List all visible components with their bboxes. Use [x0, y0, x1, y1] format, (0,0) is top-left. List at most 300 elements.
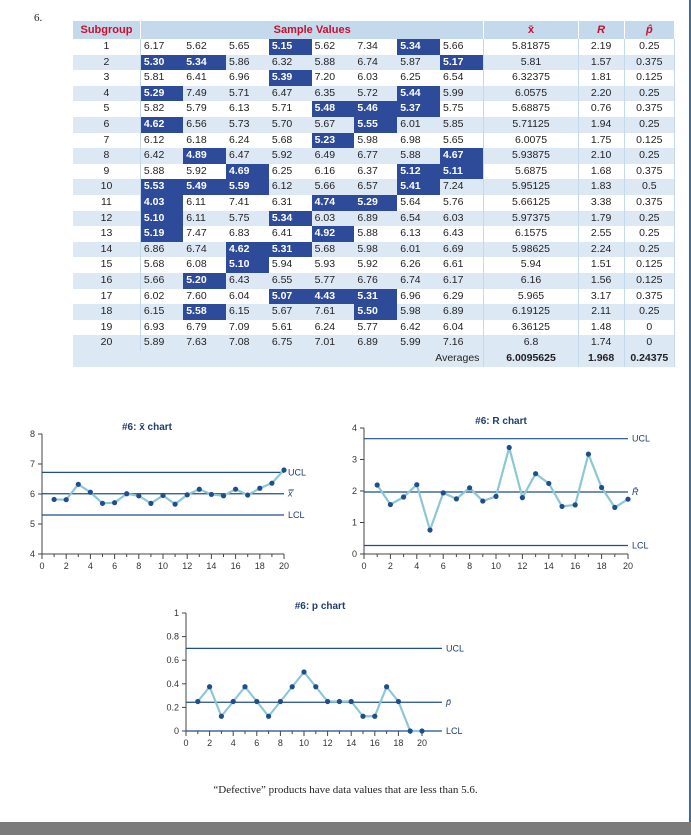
sample-value-cell: 6.04: [440, 320, 484, 336]
sample-value-cell: 7.63: [183, 335, 226, 351]
defective-value-cell: 5.31: [354, 289, 397, 305]
sample-value-cell: 5.71: [269, 101, 312, 117]
xbar-cell: 5.93875: [484, 148, 578, 164]
x-tick-label: 6: [254, 738, 260, 748]
x-tick-label: 2: [387, 561, 393, 571]
xbar-cell: 6.1575: [484, 226, 578, 242]
r-cell: 1.75: [578, 133, 624, 149]
sample-value-cell: 7.01: [312, 335, 355, 351]
sample-value-cell: 7.61: [312, 304, 355, 320]
sample-value-cell: 5.88: [397, 148, 440, 164]
sample-value-cell: 6.89: [354, 211, 397, 227]
defective-value-cell: 4.62: [140, 117, 183, 133]
data-point: [269, 481, 274, 486]
sample-value-cell: 6.18: [183, 133, 226, 149]
xbar-cell: 5.965: [484, 289, 578, 305]
table-row: [73, 179, 675, 195]
chart-title: #6: x̄ chart: [121, 422, 173, 433]
sample-value-cell: 6.57: [354, 179, 397, 195]
r-cell: 2.10: [578, 148, 624, 164]
defective-value-cell: 5.31: [269, 242, 312, 258]
sample-value-cell: 5.62: [183, 39, 226, 55]
xbar-cell: 6.36125: [484, 320, 578, 336]
sample-value-cell: 5.98: [354, 133, 397, 149]
sample-value-cell: 6.47: [269, 86, 312, 102]
table-row: [73, 226, 675, 242]
sample-value-cell: 6.16: [312, 164, 355, 180]
p-chart: [160, 592, 490, 774]
data-point: [625, 497, 630, 502]
subgroup-cell: 12: [73, 211, 140, 227]
r-cell: 1.68: [578, 164, 624, 180]
x-tick-label: 10: [157, 561, 169, 571]
data-point: [76, 482, 81, 487]
sample-value-cell: 6.55: [269, 273, 312, 289]
data-point: [313, 684, 318, 689]
defective-value-cell: 5.55: [354, 117, 397, 133]
xbar-cell: 5.68875: [484, 101, 578, 117]
x-tick-label: 16: [230, 561, 241, 571]
y-tick-label: 4: [29, 549, 35, 559]
sample-value-cell: 6.74: [354, 55, 397, 71]
p-cell: 0.25: [624, 242, 674, 258]
sample-value-cell: 5.75: [226, 211, 269, 227]
average-p: 0.24375: [624, 351, 674, 367]
sample-value-cell: 7.16: [440, 335, 484, 351]
sample-value-cell: 6.24: [226, 133, 269, 149]
defective-value-cell: 5.11: [440, 164, 484, 180]
data-point: [254, 699, 259, 704]
table-row: [73, 55, 675, 71]
sample-value-cell: 6.42: [140, 148, 183, 164]
sample-value-cell: 6.11: [183, 195, 226, 211]
defective-value-cell: 5.23: [312, 133, 355, 149]
xbar-cell: 5.81875: [484, 39, 578, 55]
sample-value-cell: 6.29: [440, 289, 484, 305]
data-point: [599, 485, 604, 490]
y-tick-label: 1: [351, 517, 357, 528]
table-row: [73, 70, 675, 86]
r-cell: 3.38: [578, 195, 624, 211]
y-tick-label: 2: [351, 486, 357, 496]
r-cell: 1.57: [578, 55, 624, 71]
sample-value-cell: 6.98: [397, 133, 440, 149]
y-tick-label: 0.4: [166, 678, 179, 689]
p-cell: 0.375: [624, 164, 674, 180]
x-tick-label: 6: [112, 561, 118, 571]
sample-value-cell: 6.25: [397, 70, 440, 86]
p-cell: 0.125: [624, 273, 674, 289]
data-point: [372, 714, 377, 719]
control-line-label: R̄: [632, 487, 639, 498]
series-line: [377, 448, 628, 531]
subgroup-cell: 1: [73, 39, 140, 55]
data-point: [427, 527, 432, 532]
table-row: [73, 304, 675, 320]
subgroup-cell: 11: [73, 195, 140, 211]
data-point: [396, 699, 401, 704]
table-row: [73, 211, 675, 227]
sample-value-cell: 5.67: [269, 304, 312, 320]
sample-value-cell: 5.93: [312, 257, 355, 273]
sample-value-cell: 7.09: [226, 320, 269, 336]
xbar-chart: [22, 412, 318, 590]
sample-value-cell: 6.69: [440, 242, 484, 258]
sample-value-cell: 6.02: [140, 289, 183, 305]
xbar-cell: 5.81: [484, 55, 578, 71]
defective-value-cell: 4.03: [140, 195, 183, 211]
control-line-label: UCL: [288, 467, 307, 478]
table-row: [73, 335, 675, 351]
defective-value-cell: 5.19: [140, 226, 183, 242]
sample-value-cell: 6.79: [183, 320, 226, 336]
sample-value-cell: 6.43: [226, 273, 269, 289]
control-line-label: p̄: [446, 697, 452, 708]
xbar-cell: 6.32375: [484, 70, 578, 86]
y-tick-label: 0.8: [166, 631, 179, 642]
sample-value-cell: 6.32: [269, 55, 312, 71]
x-tick-label: 18: [254, 561, 265, 571]
p-cell: 0.25: [624, 211, 674, 227]
header-p: p̂: [624, 21, 674, 39]
sample-value-cell: 6.93: [140, 320, 183, 336]
data-point: [454, 496, 459, 501]
data-point: [112, 500, 117, 505]
x-tick-label: 4: [87, 561, 93, 571]
table-row: [73, 257, 675, 273]
defective-value-cell: 5.34: [397, 39, 440, 55]
averages-row: [73, 351, 675, 367]
x-tick-label: 16: [369, 738, 380, 748]
data-point: [281, 467, 286, 472]
xbar-cell: 5.94: [484, 257, 578, 273]
p-cell: 0: [624, 335, 674, 351]
sample-value-cell: 5.65: [440, 133, 484, 149]
subgroup-cell: 19: [73, 320, 140, 336]
x-tick-label: 4: [230, 738, 236, 748]
subgroup-cell: 18: [73, 304, 140, 320]
r-cell: 0.76: [578, 101, 624, 117]
sample-value-cell: 5.87: [397, 55, 440, 71]
sample-value-cell: 5.92: [183, 164, 226, 180]
p-cell: 0.375: [624, 195, 674, 211]
y-tick-label: 5: [29, 519, 35, 529]
p-cell: 0.25: [624, 86, 674, 102]
sample-value-cell: 6.26: [397, 257, 440, 273]
p-cell: 0.5: [624, 179, 674, 195]
data-point: [388, 502, 393, 507]
data-point: [266, 714, 271, 719]
data-point: [349, 699, 354, 704]
x-tick-label: 14: [346, 738, 357, 748]
data-point: [360, 714, 365, 719]
average-xbar: 6.0095625: [484, 351, 578, 367]
sample-value-cell: 5.75: [440, 101, 484, 117]
r-cell: 1.74: [578, 335, 624, 351]
defective-value-cell: 5.34: [183, 55, 226, 71]
sample-value-cell: 6.76: [354, 273, 397, 289]
y-tick-label: 7: [29, 459, 35, 469]
xbar-cell: 5.98625: [484, 242, 578, 258]
subgroup-cell: 6: [73, 117, 140, 133]
sample-value-cell: 5.68: [269, 133, 312, 149]
p-cell: 0.25: [624, 39, 674, 55]
sample-value-cell: 6.03: [440, 211, 484, 227]
sample-value-cell: 5.92: [354, 257, 397, 273]
sample-value-cell: 6.12: [140, 133, 183, 149]
sample-value-cell: 6.77: [354, 148, 397, 164]
r-cell: 1.81: [578, 70, 624, 86]
x-tick-label: 10: [298, 738, 310, 748]
data-point: [124, 491, 129, 496]
data-point: [209, 492, 214, 497]
sample-value-cell: 5.76: [440, 195, 484, 211]
sample-value-cell: 6.47: [226, 148, 269, 164]
r-cell: 1.56: [578, 273, 624, 289]
defective-value-cell: 5.12: [397, 164, 440, 180]
sample-value-cell: 6.41: [183, 70, 226, 86]
header-sample-values: Sample Values: [140, 21, 484, 39]
data-point: [419, 728, 424, 733]
defective-value-cell: 4.69: [226, 164, 269, 180]
table-row: [73, 195, 675, 211]
r-cell: 1.51: [578, 257, 624, 273]
defective-value-cell: 5.34: [269, 211, 312, 227]
data-point: [221, 493, 226, 498]
table-row: [73, 273, 675, 289]
data-point: [197, 487, 202, 492]
sample-value-cell: 5.79: [183, 101, 226, 117]
sample-value-cell: 5.85: [440, 117, 484, 133]
data-point: [64, 497, 69, 502]
sample-value-cell: 6.74: [397, 273, 440, 289]
sample-value-cell: 6.13: [397, 226, 440, 242]
defective-value-cell: 5.20: [183, 273, 226, 289]
r-cell: 2.55: [578, 226, 624, 242]
control-line-label: UCL: [632, 433, 651, 444]
xbar-cell: 5.71125: [484, 117, 578, 133]
defective-value-cell: 5.58: [183, 304, 226, 320]
sample-value-cell: 6.86: [140, 242, 183, 258]
y-tick-label: 6: [29, 489, 35, 499]
defective-value-cell: 5.30: [140, 55, 183, 71]
sample-value-cell: 6.37: [354, 164, 397, 180]
subgroup-cell: 5: [73, 101, 140, 117]
defective-value-cell: 5.07: [269, 289, 312, 305]
header-r: R: [578, 21, 624, 39]
defective-value-cell: 5.37: [397, 101, 440, 117]
sample-value-cell: 6.13: [226, 101, 269, 117]
data-point: [148, 501, 153, 506]
table-row: [73, 86, 675, 102]
defective-value-cell: 5.44: [397, 86, 440, 102]
defective-value-cell: 5.39: [269, 70, 312, 86]
xbar-cell: 6.0075: [484, 133, 578, 149]
data-point: [586, 452, 591, 457]
data-point: [408, 728, 413, 733]
data-point: [242, 684, 247, 689]
header-xbar: x̄: [484, 21, 578, 39]
p-cell: 0: [624, 320, 674, 336]
p-cell: 0.25: [624, 148, 674, 164]
data-point: [100, 501, 105, 506]
sample-value-cell: 6.61: [440, 257, 484, 273]
subgroup-cell: 9: [73, 164, 140, 180]
sample-value-cell: 7.47: [183, 226, 226, 242]
sample-value-cell: 6.25: [269, 164, 312, 180]
chart-title: #6: R chart: [475, 416, 527, 427]
sample-value-cell: 6.03: [354, 70, 397, 86]
sample-value-cell: 6.24: [312, 320, 355, 336]
defective-value-cell: 5.48: [312, 101, 355, 117]
defective-value-cell: 5.59: [226, 179, 269, 195]
sample-value-cell: 5.92: [269, 148, 312, 164]
p-cell: 0.375: [624, 101, 674, 117]
x-tick-label: 8: [467, 561, 473, 571]
data-point: [375, 482, 380, 487]
p-cell: 0.125: [624, 133, 674, 149]
series-line: [54, 470, 284, 504]
subgroup-cell: 3: [73, 70, 140, 86]
p-cell: 0.25: [624, 226, 674, 242]
sample-value-cell: 5.81: [140, 70, 183, 86]
data-point: [467, 485, 472, 490]
x-tick-label: 20: [622, 561, 634, 571]
x-tick-label: 20: [416, 738, 428, 748]
bottom-bar: [0, 822, 691, 835]
x-tick-label: 6: [440, 561, 446, 571]
sample-value-cell: 6.17: [140, 39, 183, 55]
sample-value-cell: 6.75: [269, 335, 312, 351]
data-point: [207, 684, 212, 689]
defective-value-cell: 4.74: [312, 195, 355, 211]
data-point: [559, 504, 564, 509]
p-cell: 0.25: [624, 117, 674, 133]
sample-value-cell: 7.34: [354, 39, 397, 55]
sample-value-cell: 5.73: [226, 117, 269, 133]
r-cell: 1.79: [578, 211, 624, 227]
x-tick-label: 2: [63, 561, 69, 571]
y-tick-label: 1: [173, 608, 179, 618]
subgroup-cell: 7: [73, 133, 140, 149]
table-row: [73, 133, 675, 149]
defective-value-cell: 4.43: [312, 289, 355, 305]
p-cell: 0.25: [624, 304, 674, 320]
footnote: “Defective” products have data values that are less than 5.6.: [213, 784, 478, 796]
sample-value-cell: 6.31: [269, 195, 312, 211]
sample-value-cell: 5.98: [354, 242, 397, 258]
sample-value-cell: 7.24: [440, 179, 484, 195]
defective-value-cell: 5.15: [269, 39, 312, 55]
data-point: [245, 492, 250, 497]
data-table: [73, 21, 675, 367]
sample-value-cell: 6.42: [397, 320, 440, 336]
defective-value-cell: 5.41: [397, 179, 440, 195]
p-cell: 0.125: [624, 70, 674, 86]
subgroup-cell: 16: [73, 273, 140, 289]
sample-value-cell: 6.15: [140, 304, 183, 320]
control-line-label: UCL: [446, 643, 465, 654]
data-point: [195, 699, 200, 704]
chart-title: #6: p chart: [294, 601, 346, 612]
defective-value-cell: 5.46: [354, 101, 397, 117]
data-point: [612, 505, 617, 510]
table-body: [73, 39, 675, 367]
sample-value-cell: 5.68: [312, 242, 355, 258]
sample-value-cell: 7.49: [183, 86, 226, 102]
data-point: [325, 699, 330, 704]
defective-value-cell: 4.89: [183, 148, 226, 164]
sample-value-cell: 6.56: [183, 117, 226, 133]
sample-value-cell: 6.96: [226, 70, 269, 86]
data-point: [546, 481, 551, 486]
data-point: [233, 487, 238, 492]
sample-value-cell: 5.77: [312, 273, 355, 289]
subgroup-cell: 20: [73, 335, 140, 351]
r-cell: 2.19: [578, 39, 624, 55]
y-tick-label: 4: [351, 423, 357, 433]
x-tick-label: 20: [278, 561, 290, 571]
problem-number: 6.: [34, 12, 43, 24]
sample-value-cell: 6.89: [440, 304, 484, 320]
sample-value-cell: 5.88: [354, 226, 397, 242]
sample-value-cell: 6.74: [183, 242, 226, 258]
y-tick-label: 3: [351, 454, 357, 465]
sample-value-cell: 5.66: [140, 273, 183, 289]
sample-value-cell: 6.43: [440, 226, 484, 242]
control-line-label: LCL: [288, 510, 305, 520]
sample-value-cell: 6.12: [269, 179, 312, 195]
y-tick-label: 8: [29, 429, 35, 439]
defective-value-cell: 4.62: [226, 242, 269, 258]
r-cell: 3.17: [578, 289, 624, 305]
sample-value-cell: 7.60: [183, 289, 226, 305]
table-row: [73, 164, 675, 180]
xbar-cell: 5.95125: [484, 179, 578, 195]
subgroup-cell: 4: [73, 86, 140, 102]
sample-value-cell: 6.96: [397, 289, 440, 305]
data-point: [231, 699, 236, 704]
defective-value-cell: 5.10: [226, 257, 269, 273]
defective-value-cell: 5.53: [140, 179, 183, 195]
data-point: [533, 471, 538, 476]
defective-value-cell: 5.29: [354, 195, 397, 211]
sample-value-cell: 5.89: [140, 335, 183, 351]
subgroup-cell: 10: [73, 179, 140, 195]
subgroup-cell: 8: [73, 148, 140, 164]
xbar-cell: 6.0575: [484, 86, 578, 102]
x-tick-label: 12: [182, 561, 193, 571]
x-tick-label: 12: [517, 561, 528, 571]
x-tick-label: 2: [207, 738, 213, 748]
sample-value-cell: 5.72: [354, 86, 397, 102]
r-cell: 2.24: [578, 242, 624, 258]
control-line-label: LCL: [446, 726, 463, 736]
x-tick-label: 0: [183, 738, 189, 748]
sample-value-cell: 6.08: [183, 257, 226, 273]
data-point: [173, 502, 178, 507]
sample-value-cell: 5.62: [312, 39, 355, 55]
table-row: [73, 320, 675, 336]
data-point: [278, 699, 283, 704]
defective-value-cell: 4.67: [440, 148, 484, 164]
data-point: [301, 669, 306, 674]
x-tick-label: 16: [570, 561, 581, 571]
average-r: 1.968: [578, 351, 624, 367]
defective-value-cell: 5.10: [140, 211, 183, 227]
sample-value-cell: 6.41: [269, 226, 312, 242]
sample-value-cell: 6.03: [312, 211, 355, 227]
